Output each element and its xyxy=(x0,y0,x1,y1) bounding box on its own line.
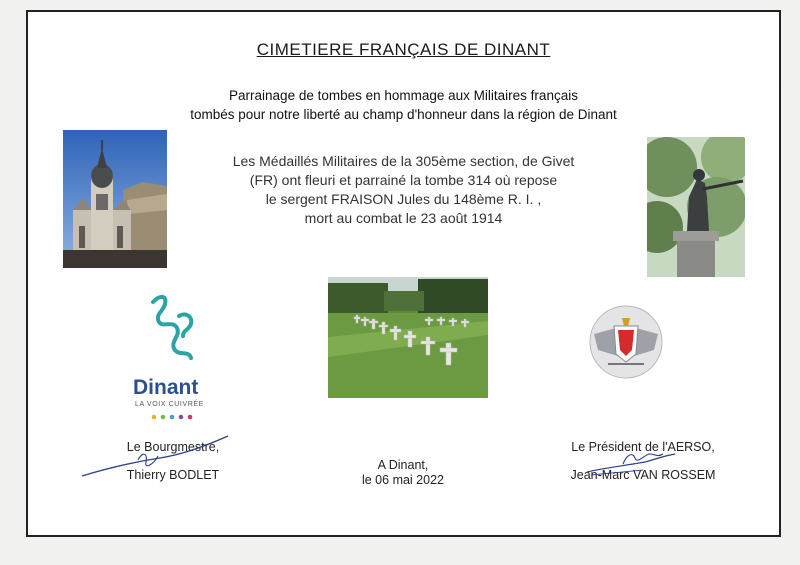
mayor-role: Le Bourgmestre, xyxy=(126,440,220,454)
subtitle-line: tombés pour notre liberté au champ d'honneur dans la région de Dinant xyxy=(190,107,617,122)
body-line: (FR) ont fleuri et parrainé la tombe 314 où repose xyxy=(249,172,558,188)
logo-tagline: LA VOIX CUIVRÉE xyxy=(135,401,204,408)
aerso-emblem-icon xyxy=(588,304,664,380)
body-line: Les Médaillés Militaires de la 305ème section, de Givet xyxy=(232,153,575,169)
president-signature xyxy=(583,448,683,478)
subtitle-line: Parrainage de tombes en hommage aux Militaires français xyxy=(229,88,578,103)
logo-color-dots xyxy=(151,414,201,420)
dinant-logo-icon xyxy=(145,290,203,368)
dinant-church-photo xyxy=(63,130,167,268)
monument-photo xyxy=(647,137,745,277)
cemetery-photo xyxy=(328,277,488,398)
date: le 06 mai 2022 xyxy=(361,473,444,487)
signature-center xyxy=(328,458,478,487)
president-role: Le Président de l'AERSO, xyxy=(571,440,715,454)
mayor-name: Thierry BODLET xyxy=(126,468,220,482)
subtitle xyxy=(28,86,779,124)
body-line: le sergent FRAISON Jules du 148ème R. I. , xyxy=(265,191,542,207)
certificate-sheet xyxy=(26,10,781,537)
body-line: mort au combat le 23 août 1914 xyxy=(304,210,503,226)
page-title: CIMETIERE FRANÇAIS DE DINANT xyxy=(256,40,551,59)
president-name: Jean-Marc VAN ROSSEM xyxy=(570,468,716,482)
mayor-signature xyxy=(78,430,238,482)
dinant-logo xyxy=(123,290,233,420)
logo-name: Dinant xyxy=(133,376,199,399)
place: A Dinant, xyxy=(377,458,429,472)
